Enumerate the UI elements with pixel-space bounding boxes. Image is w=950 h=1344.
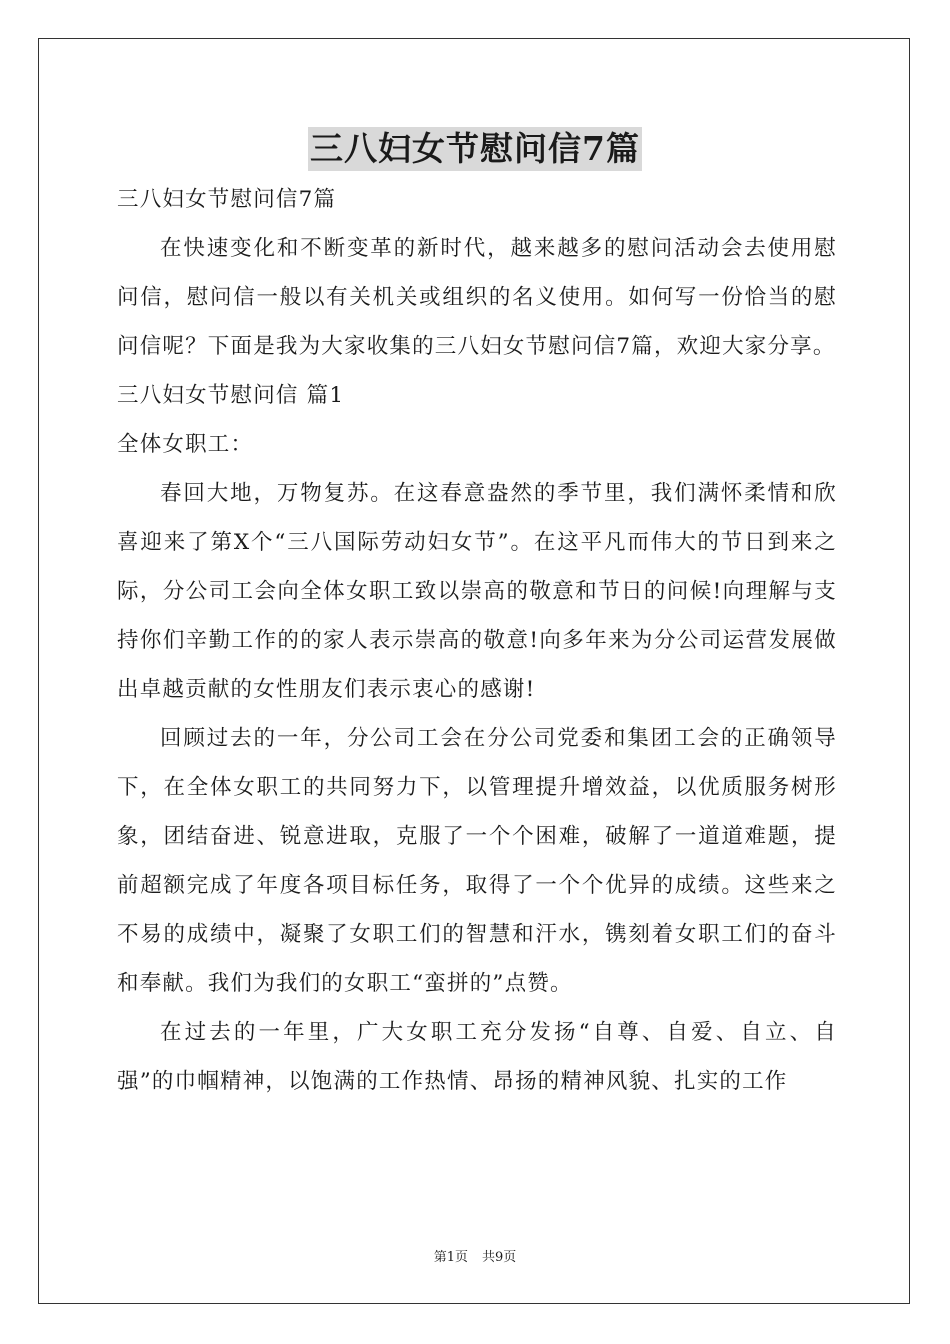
- paragraph-subtitle: 三八妇女节慰问信7篇: [117, 187, 337, 212]
- paragraph-body-3: 在过去的一年里，广大女职工充分发扬“自尊、自爱、自立、自强”的巾帼精神，以饱满的工作热情、昂扬的精神风貌、扎实的工作: [117, 1020, 837, 1094]
- page-number: 第1页: [433, 1250, 468, 1265]
- page-total: 共9页: [482, 1250, 517, 1265]
- paragraph-intro: 在快速变化和不断变革的新时代，越来越多的慰问活动会去使用慰问信，慰问信一般以有关机关或组织的名义使用。如何写一份恰当的慰问信呢？下面是我为大家收集的三八妇女节慰问信7篇，欢迎大家分享。: [117, 236, 837, 359]
- paragraph-salutation: 全体女职工：: [117, 432, 254, 457]
- document-title: 三八妇女节慰问信7篇: [308, 127, 642, 171]
- paragraph-section-heading: 三八妇女节慰问信 篇1: [117, 383, 345, 408]
- paragraph-body-1: 春回大地，万物复苏。在这春意盎然的季节里，我们满怀柔情和欣喜迎来了第X个“三八国际劳动妇女节”。在这平凡而伟大的节日到来之际，分公司工会向全体女职工致以崇高的敬意和节日的问候!向理解与支持你们辛勤工作的的家人表示崇高的敬意!向多年来为分公司运营发展做出卓越贡献的女性朋友们表示衷心的感谢!: [117, 481, 837, 702]
- title-container: [0, 127, 950, 171]
- paragraph-body-2: 回顾过去的一年，分公司工会在分公司党委和集团工会的正确领导下，在全体女职工的共同努力下，以管理提升增效益，以优质服务树形象，团结奋进、锐意进取，克服了一个个困难，破解了一道道难题，提前超额完成了年度各项目标任务，取得了一个个优异的成绩。这些来之不易的成绩中，凝聚了女职工们的智慧和汗水，镌刻着女职工们的奋斗和奉献。我们为我们的女职工“蛮拼的”点赞。: [117, 726, 837, 996]
- document-body: [117, 175, 837, 1106]
- page-footer: [0, 1246, 950, 1265]
